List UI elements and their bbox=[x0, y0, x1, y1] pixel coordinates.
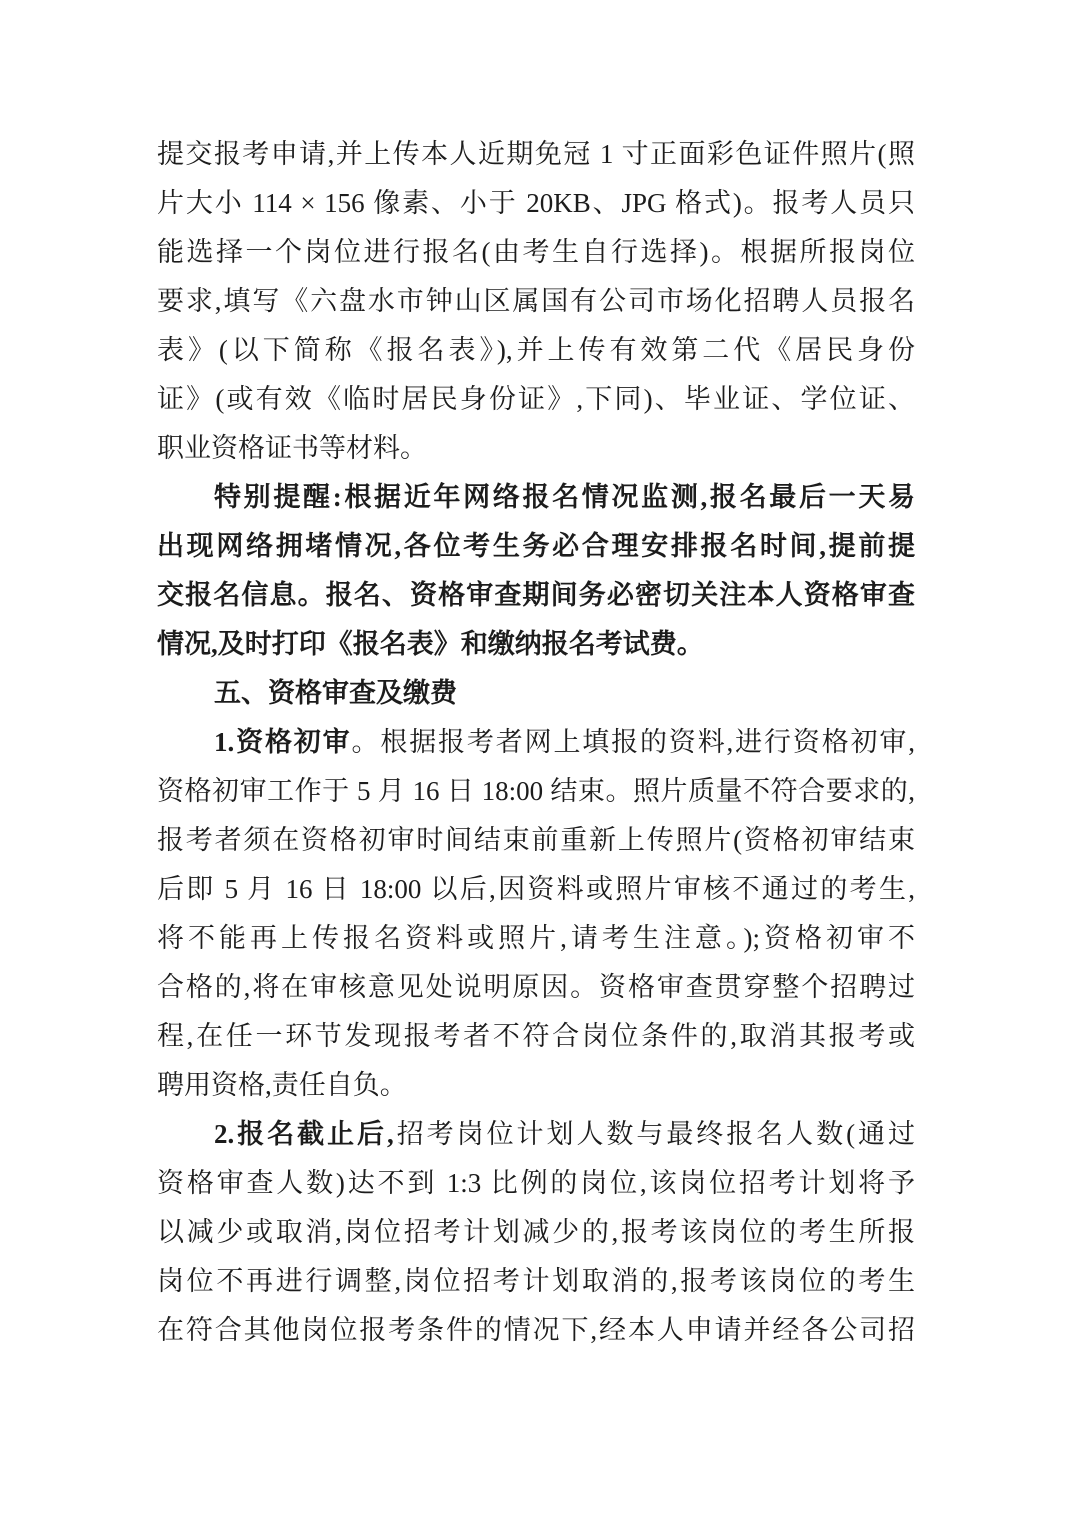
text-line bbox=[157, 865, 915, 914]
bold-text-run: 1.资格初审 bbox=[214, 727, 352, 757]
text-run: 能选择一个岗位进行报名(由考生自行选择)。根据所报岗位 bbox=[157, 237, 915, 267]
text-run: 报考者须在资格初审时间结束前重新上传照片(资格初审结束 bbox=[157, 825, 915, 855]
document-body bbox=[157, 130, 915, 1355]
text-run: 岗位不再进行调整,岗位招考计划取消的,报考该岗位的考生 bbox=[157, 1266, 915, 1296]
text-run: 聘用资格,责任自负。 bbox=[157, 1070, 407, 1100]
text-line bbox=[157, 326, 915, 375]
text-line bbox=[157, 424, 915, 473]
text-line bbox=[157, 277, 915, 326]
bold-text-run: 特别提醒:根据近年网络报名情况监测,报名最后一天易 bbox=[214, 482, 915, 512]
text-run: 程,在任一环节发现报考者不符合岗位条件的,取消其报考或 bbox=[157, 1021, 915, 1051]
text-line bbox=[157, 767, 915, 816]
text-run: 表》(以下简称《报名表》),并上传有效第二代《居民身份 bbox=[157, 335, 915, 365]
text-run: 职业资格证书等材料。 bbox=[157, 433, 427, 463]
text-run: 要求,填写《六盘水市钟山区属国有公司市场化招聘人员报名 bbox=[157, 286, 915, 316]
text-line bbox=[157, 130, 915, 179]
text-run: 合格的,将在审核意见处说明原因。资格审查贯穿整个招聘过 bbox=[157, 972, 915, 1002]
text-line bbox=[157, 914, 915, 963]
paragraph-special-reminder bbox=[157, 473, 915, 669]
text-line bbox=[157, 179, 915, 228]
bold-text-run: 2.报名截止后, bbox=[214, 1119, 394, 1149]
text-line bbox=[157, 1306, 915, 1355]
text-line bbox=[157, 1257, 915, 1306]
text-line bbox=[157, 963, 915, 1012]
text-run: 片大小 114 × 156 像素、小于 20KB、JPG 格式)。报考人员只 bbox=[157, 188, 915, 218]
text-run: 资格初审工作于 5 月 16 日 18:00 结束。照片质量不符合要求的, bbox=[157, 776, 915, 806]
text-line bbox=[157, 1208, 915, 1257]
bold-text-run: 交报名信息。报名、资格审查期间务必密切关注本人资格审查 bbox=[157, 580, 915, 610]
paragraph-after-registration-deadline bbox=[157, 1110, 915, 1355]
text-line bbox=[157, 571, 915, 620]
text-run: 证》(或有效《临时居民身份证》,下同)、毕业证、学位证、 bbox=[157, 384, 915, 414]
bold-text-run: 出现网络拥堵情况,各位考生务必合理安排报名时间,提前提 bbox=[157, 531, 915, 561]
text-run: 资格审查人数)达不到 1:3 比例的岗位,该岗位招考计划将予 bbox=[157, 1168, 915, 1198]
text-line bbox=[157, 620, 915, 669]
text-line bbox=[157, 718, 915, 767]
text-line bbox=[157, 473, 915, 522]
text-line bbox=[157, 228, 915, 277]
text-line bbox=[157, 522, 915, 571]
text-run: 以减少或取消,岗位招考计划减少的,报考该岗位的考生所报 bbox=[157, 1217, 915, 1247]
text-run: 将不能再上传报名资料或照片,请考生注意。);资格初审不 bbox=[157, 923, 915, 953]
bold-text-run: 五、资格审查及缴费 bbox=[214, 678, 457, 708]
text-line bbox=[157, 1159, 915, 1208]
bold-text-run: 情况,及时打印《报名表》和缴纳报名考试费。 bbox=[157, 629, 704, 659]
text-line bbox=[157, 816, 915, 865]
text-run: 提交报考申请,并上传本人近期免冠 1 寸正面彩色证件照片(照 bbox=[157, 139, 915, 169]
text-line bbox=[157, 375, 915, 424]
text-run: 后即 5 月 16 日 18:00 以后,因资料或照片审核不通过的考生, bbox=[157, 874, 915, 904]
text-line bbox=[157, 669, 915, 718]
paragraph-photo-upload-requirements bbox=[157, 130, 915, 473]
heading-section-five bbox=[157, 669, 915, 718]
text-run: 在符合其他岗位报考条件的情况下,经本人申请并经各公司招 bbox=[157, 1315, 915, 1345]
text-run: 。根据报考者网上填报的资料,进行资格初审, bbox=[351, 727, 915, 757]
text-line bbox=[157, 1110, 915, 1159]
text-line bbox=[157, 1061, 915, 1110]
paragraph-qualification-initial-review bbox=[157, 718, 915, 1110]
text-run: 招考岗位计划人数与最终报名人数(通过 bbox=[393, 1119, 915, 1149]
text-line bbox=[157, 1012, 915, 1061]
